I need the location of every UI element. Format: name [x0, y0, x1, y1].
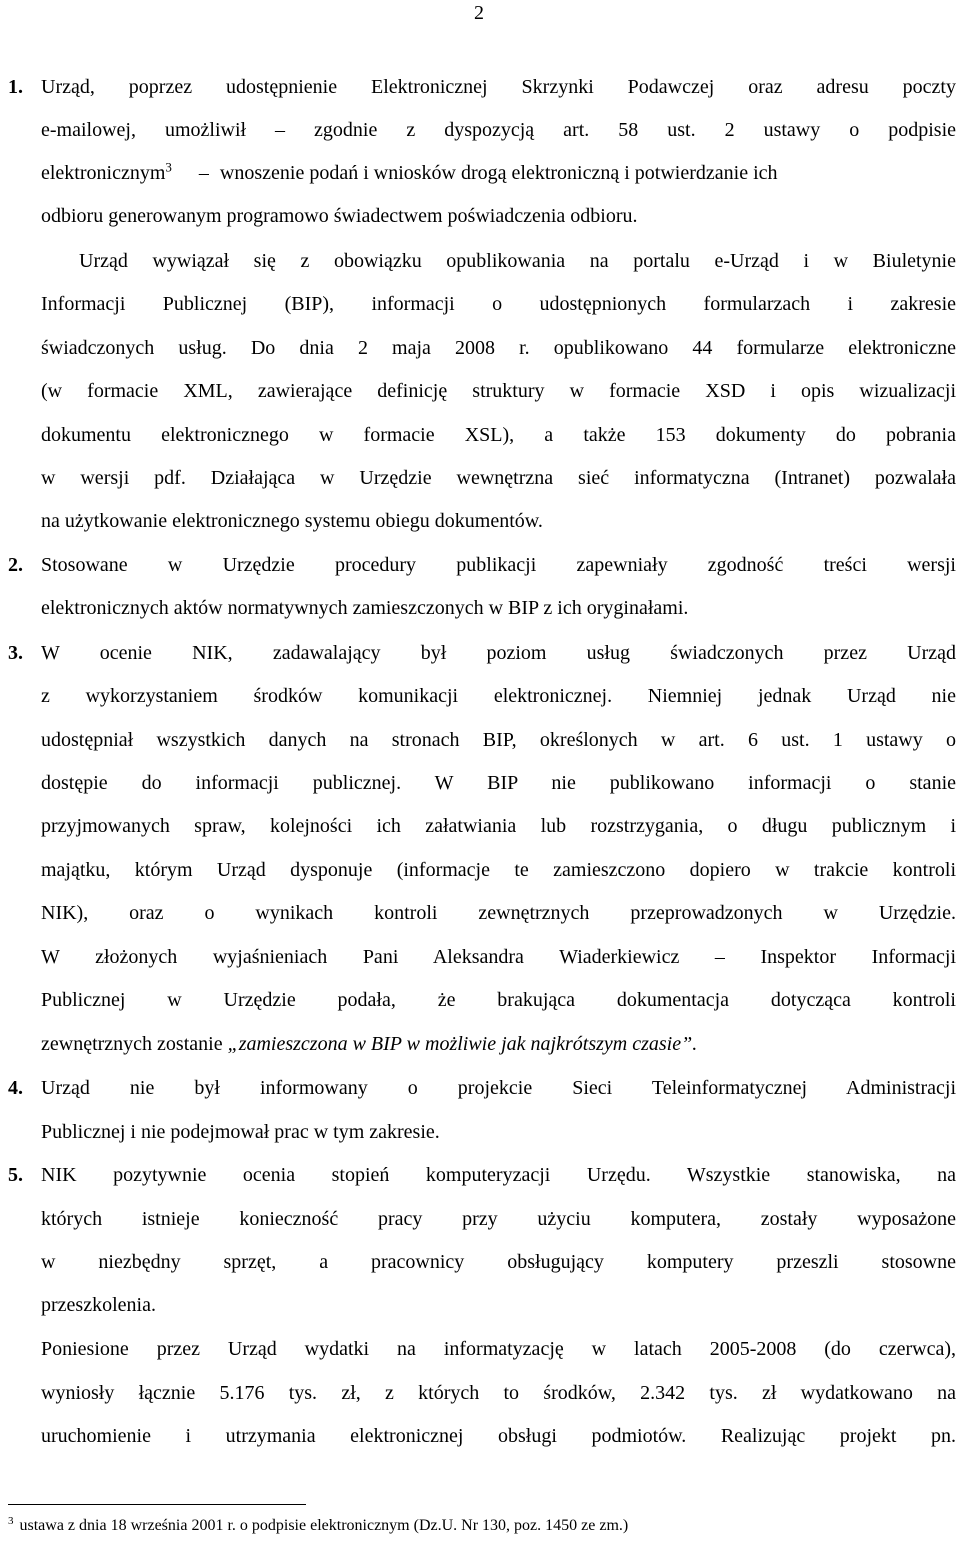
section-number-2: 2. — [8, 554, 23, 576]
text-line: odbioru generowanym programowo świadectwem poświadczenia odbioru. — [41, 205, 638, 227]
text-line: w wersji pdf. Działająca w Urzędzie wewnętrzna sieć informatyczna (Intranet) pozwalała — [41, 467, 956, 489]
text-line: świadczonych usług. Do dnia 2 maja 2008 r. opublikowano 44 formularze elektroniczne — [41, 337, 956, 359]
footnote-separator — [8, 1504, 306, 1505]
footnote-ref: 3 — [165, 159, 172, 175]
text-line: dostępie do informacji publicznej. W BIP nie publikowano informacji o stanie — [41, 772, 956, 794]
text-line: majątku, którym Urząd dysponuje (informacje te zamieszczono dopiero w trakcie kontroli — [41, 859, 956, 881]
text-line: W ocenie NIK, zadawalający był poziom usług świadczonych przez Urząd — [41, 642, 956, 664]
text-line: NIK pozytywnie ocenia stopień komputeryzacji Urzędu. Wszystkie stanowiska, na — [41, 1164, 956, 1186]
text-line — [41, 161, 956, 185]
text-line: przeszkolenia. — [41, 1294, 156, 1316]
text-line: z wykorzystaniem środków komunikacji elektronicznej. Niemniej jednak Urząd nie — [41, 685, 956, 707]
text-line: dokumentu elektronicznego w formacie XSL), a także 153 dokumenty do pobrania — [41, 424, 956, 446]
text-fragment: zewnętrznych zostanie — [41, 1033, 223, 1055]
text-line: wyniosły łącznie 5.176 tys. zł, z których to środków, 2.342 tys. zł wydatkowano na — [41, 1382, 956, 1404]
text-line: Informacji Publicznej (BIP), informacji o udostępnionych formularzach i zakresie — [41, 293, 956, 315]
footnote-text: ustawa z dnia 18 września 2001 r. o podpisie elektronicznym (Dz.U. Nr 130, poz. 1450 ze zm.) — [19, 1517, 629, 1534]
text-line: uruchomienie i utrzymania elektronicznej obsługi podmiotów. Realizując projekt pn. — [41, 1425, 956, 1447]
text-line: na użytkowanie elektronicznego systemu obiegu dokumentów. — [41, 510, 543, 532]
text-line: Urząd wywiązał się z obowiązku opublikowania na portalu e-Urząd i w Biuletynie — [79, 250, 956, 272]
section-number-5: 5. — [8, 1164, 23, 1186]
footnote-marker: 3 — [8, 1514, 14, 1527]
text-line — [41, 1032, 956, 1056]
text-line: Urząd, poprzez udostępnienie Elektronicznej Skrzynki Podawczej oraz adresu poczty — [41, 76, 956, 98]
text-line: przyjmowanych spraw, kolejności ich załatwiania lub rozstrzygania, o długu publicznym i — [41, 815, 956, 837]
text-line: Urząd nie był informowany o projekcie Sieci Teleinformatycznej Administracji — [41, 1077, 956, 1099]
em-dash: – — [198, 162, 209, 184]
footnote — [8, 1516, 628, 1536]
text-line: Publicznej w Urzędzie podała, że brakująca dokumentacja dotycząca kontroli — [41, 989, 956, 1011]
text-fragment: elektronicznym — [41, 162, 166, 184]
text-line: udostępniał wszystkich danych na stronach BIP, określonych w art. 6 ust. 1 ustawy o — [41, 729, 956, 751]
text-line: Publicznej i nie podejmował prac w tym zakresie. — [41, 1121, 440, 1143]
section-number-1: 1. — [8, 76, 23, 98]
text-line: Poniesione przez Urząd wydatki na informatyzację w latach 2005-2008 (do czerwca), — [41, 1338, 956, 1360]
quoted-italic-text: „zamieszczona w BIP w możliwie jak najkrótszym czasie”. — [227, 1033, 698, 1055]
text-line: W złożonych wyjaśnieniach Pani Aleksandra Wiaderkiewicz – Inspektor Informacji — [41, 946, 956, 968]
text-line: w niezbędny sprzęt, a pracownicy obsługujący komputery przeszli stosowne — [41, 1251, 956, 1273]
text-line: NIK), oraz o wynikach kontroli zewnętrznych przeprowadzonych w Urzędzie. — [41, 902, 956, 924]
page-number: 2 — [474, 2, 484, 24]
section-number-4: 4. — [8, 1077, 23, 1099]
text-fragment: wnoszenie podań i wniosków drogą elektroniczną i potwierdzanie ich — [219, 162, 778, 184]
text-line: e-mailowej, umożliwił – zgodnie z dyspozycją art. 58 ust. 2 ustawy o podpisie — [41, 119, 956, 141]
text-line: których istnieje konieczność pracy przy użyciu komputera, zostały wyposażone — [41, 1208, 956, 1230]
text-line: Stosowane w Urzędzie procedury publikacji zapewniały zgodność treści wersji — [41, 554, 956, 576]
text-line: (w formacie XML, zawierające definicję struktury w formacie XSD i opis wizualizacji — [41, 380, 956, 402]
text-line: elektronicznych aktów normatywnych zamieszczonych w BIP z ich oryginałami. — [41, 597, 689, 619]
section-number-3: 3. — [8, 642, 23, 664]
